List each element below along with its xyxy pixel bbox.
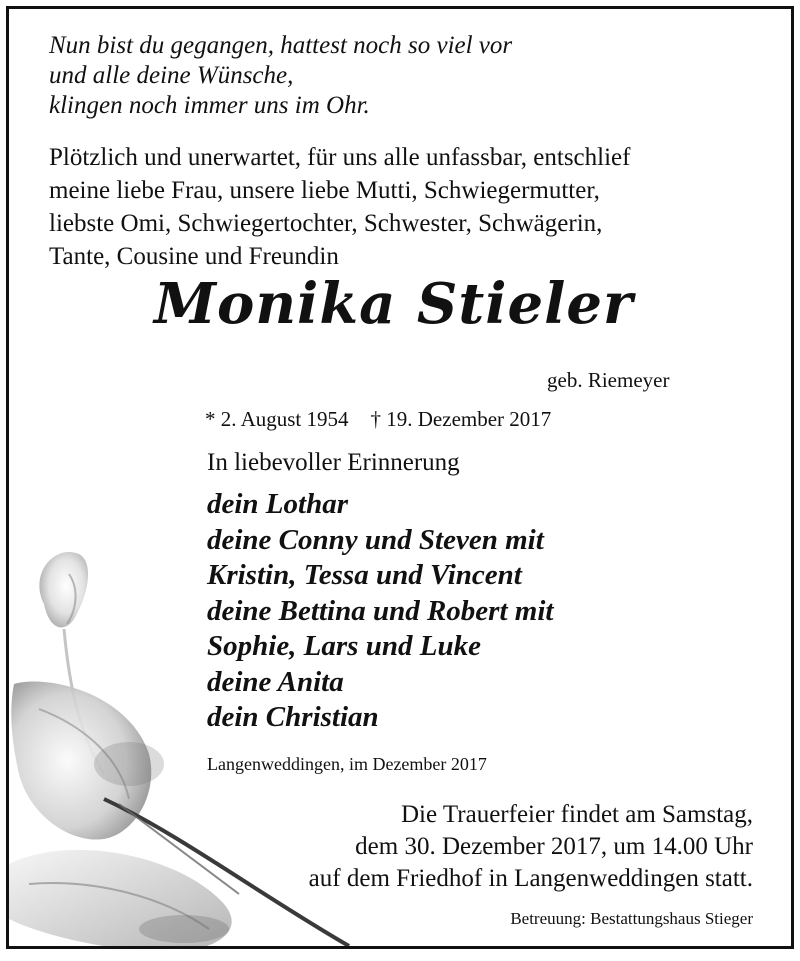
poem bbox=[49, 31, 512, 121]
maiden-name: geb. Riemeyer bbox=[547, 368, 670, 392]
life-dates bbox=[205, 407, 551, 432]
birth-date: * 2. August 1954 bbox=[205, 407, 349, 431]
poem-line: klingen noch immer uns im Ohr. bbox=[49, 92, 370, 119]
mourner-line: dein Christian bbox=[207, 701, 379, 733]
death-announcement bbox=[49, 141, 769, 273]
mourner-line: deine Anita bbox=[207, 665, 344, 698]
announcement-line: Plötzlich und unerwartet, für uns alle unfassbar, entschlief bbox=[49, 144, 631, 171]
announcement-line: Tante, Cousine und Freundin bbox=[49, 243, 339, 270]
funeral-home-credit: Betreuung: Bestattungshaus Stieger bbox=[510, 909, 753, 928]
mourner-line: deine Bettina und Robert mit bbox=[207, 594, 554, 627]
deceased-name: Monika Stieler bbox=[154, 271, 634, 337]
announcement-line: liebste Omi, Schwiegertochter, Schwester, Schwägerin, bbox=[49, 210, 603, 237]
mourner-line: dein Lothar bbox=[207, 488, 348, 520]
mourner-line: Kristin, Tessa und Vincent bbox=[207, 559, 522, 591]
place-and-date: Langenweddingen, im Dezember 2017 bbox=[207, 754, 487, 774]
mourners-list bbox=[207, 487, 553, 736]
obituary-notice bbox=[6, 6, 794, 949]
mourner-line: Sophie, Lars und Luke bbox=[207, 630, 481, 662]
poem-line: Nun bist du gegangen, hattest noch so viel vor bbox=[49, 32, 513, 59]
funeral-line: Die Trauerfeier findet am Samstag, bbox=[401, 801, 753, 828]
mourner-line: deine Conny und Steven mit bbox=[207, 523, 544, 556]
funeral-line: auf dem Friedhof in Langenweddingen statt. bbox=[308, 865, 753, 892]
death-date: † 19. Dezember 2017 bbox=[370, 407, 552, 431]
memorial-heading: In liebevoller Erinnerung bbox=[207, 449, 460, 476]
announcement-line: meine liebe Frau, unsere liebe Mutti, Schwiegermutter, bbox=[49, 177, 600, 204]
funeral-details bbox=[309, 799, 753, 895]
poem-line: und alle deine Wünsche, bbox=[49, 62, 294, 89]
funeral-line: dem 30. Dezember 2017, um 14.00 Uhr bbox=[355, 833, 753, 860]
